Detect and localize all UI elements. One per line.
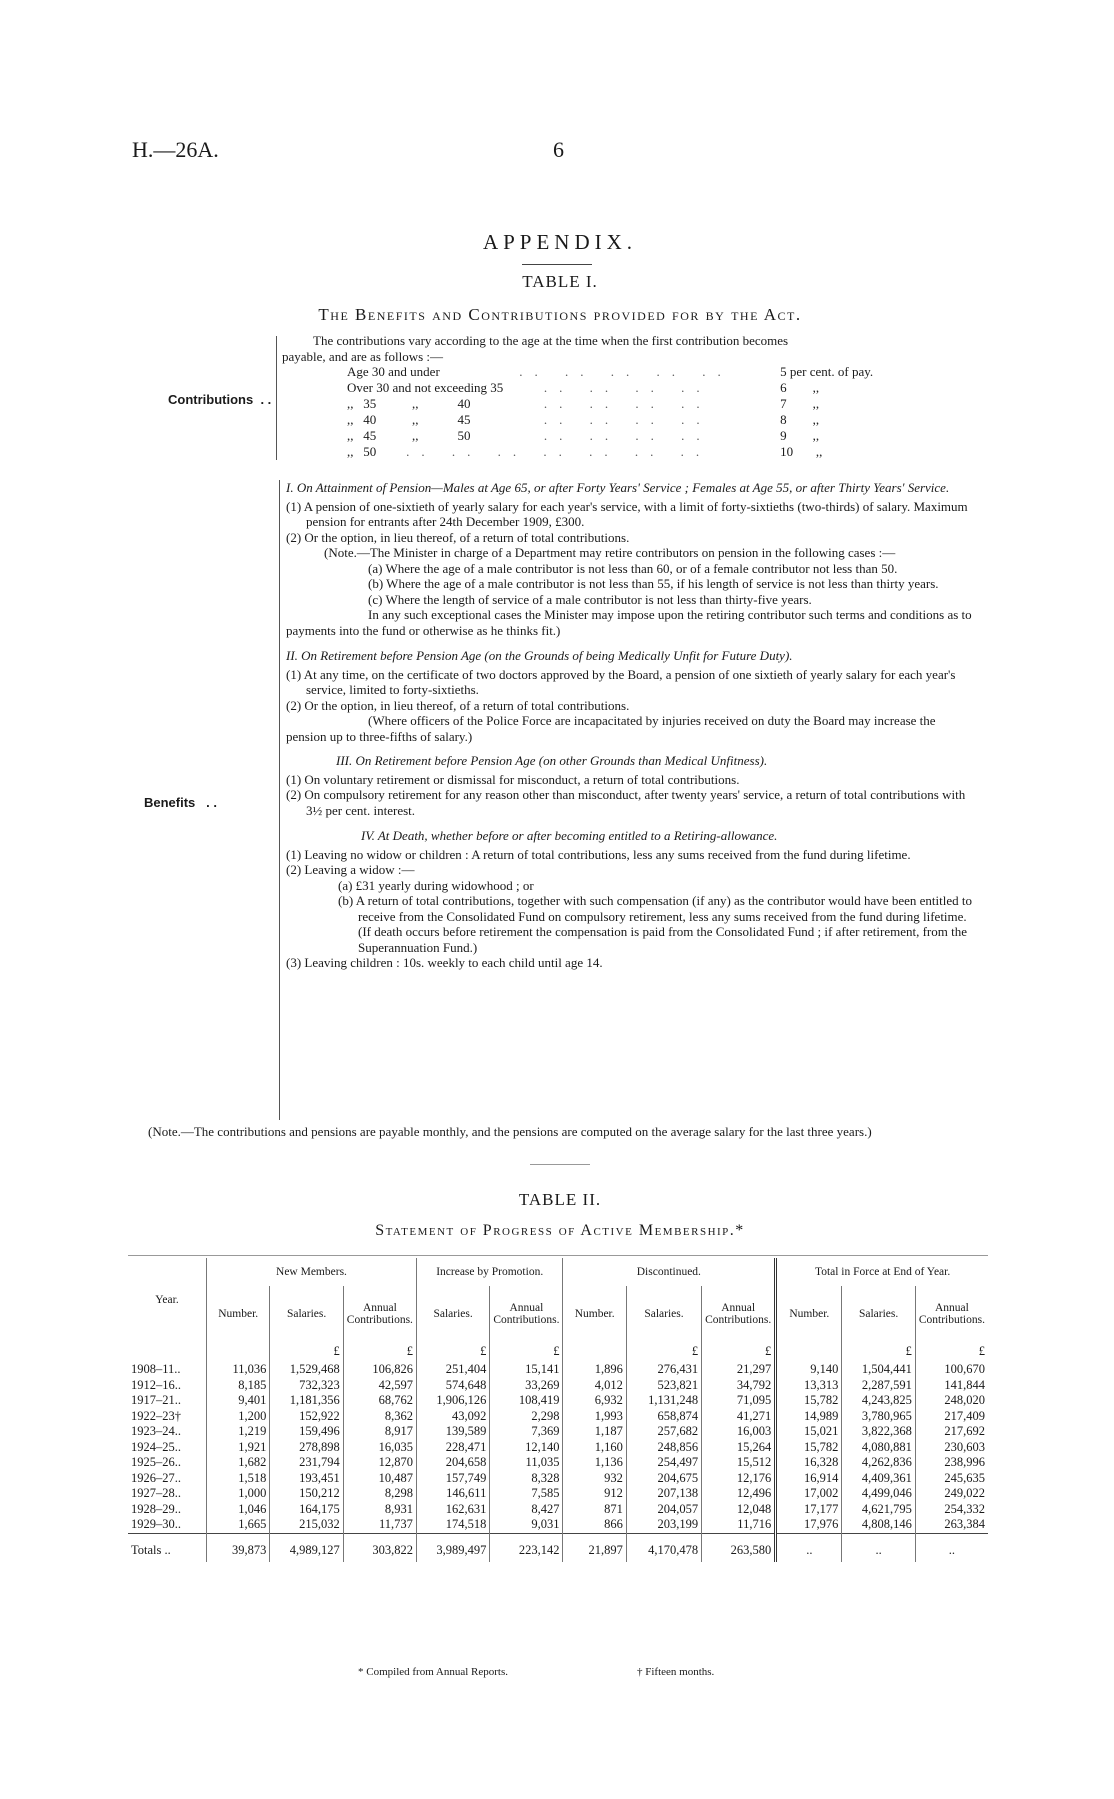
value-cell: 4,080,881 xyxy=(842,1440,915,1456)
value-cell: 254,497 xyxy=(626,1455,701,1471)
contributions-block xyxy=(282,333,977,460)
value-cell: 2,298 xyxy=(490,1409,563,1425)
header-annual-contributions: Annual Contributions. xyxy=(915,1286,988,1342)
value-cell: 11,036 xyxy=(207,1362,270,1378)
value-cell: 1,181,356 xyxy=(270,1393,343,1409)
contributions-rate-table xyxy=(282,364,977,460)
header-number: Number. xyxy=(776,1286,842,1342)
value-cell: 12,870 xyxy=(343,1455,416,1471)
benefits-block xyxy=(286,480,978,971)
value-cell: 3,822,368 xyxy=(842,1424,915,1440)
section-4-para-3: (3) Leaving children : 10s. weekly to each child until age 14. xyxy=(286,955,603,970)
table1-subtitle: The Benefits and Contributions provided for by the Act. xyxy=(318,305,802,324)
value-cell: 215,032 xyxy=(270,1517,343,1533)
header-number: Number. xyxy=(563,1286,626,1342)
table2-title: TABLE II. xyxy=(518,1190,602,1209)
section-1-note: (Note.—The Minister in charge of a Department may retire contributors on pension in the following cases :— xyxy=(324,545,896,560)
rate-row: ,, 35 ,, 40 .. .. .. .. 7 ,, xyxy=(347,396,820,411)
value-cell: 16,914 xyxy=(776,1471,842,1487)
value-cell: 152,922 xyxy=(270,1409,343,1425)
total-cell: 4,170,478 xyxy=(626,1533,701,1562)
value-cell: 15,782 xyxy=(776,1440,842,1456)
value-cell: 41,271 xyxy=(702,1409,776,1425)
header-number: Number. xyxy=(207,1286,270,1342)
value-cell: 16,035 xyxy=(343,1440,416,1456)
value-cell: 15,512 xyxy=(702,1455,776,1471)
group-header-discontinued: Discontinued. xyxy=(563,1258,776,1286)
table1-title: TABLE I. xyxy=(522,272,598,291)
value-cell: 866 xyxy=(563,1517,626,1533)
contributions-intro-2: payable, and are as follows :— xyxy=(282,348,444,364)
value-cell: 9,140 xyxy=(776,1362,842,1378)
value-cell: 13,313 xyxy=(776,1378,842,1394)
value-cell: 42,597 xyxy=(343,1378,416,1394)
header-annual-contributions: Annual Contributions. xyxy=(490,1286,563,1342)
value-cell: 4,621,795 xyxy=(842,1502,915,1518)
value-cell: 17,177 xyxy=(776,1502,842,1518)
rate-row: ,, 50 .. .. .. .. .. .. .. 10 ,, xyxy=(347,444,823,459)
totals-row xyxy=(128,1533,988,1562)
value-cell: 248,856 xyxy=(626,1440,701,1456)
value-cell: 8,328 xyxy=(490,1471,563,1487)
section-4-case-b: (b) A return of total contributions, together with such compensation (if any) as the contributor would have been entitled to receive from the Consolidated Fund on compulsory retirement, less any sums received from the fund during lifetime. (If death occurs before retirement the compensation is paid from the Consolidated Fund ; if after retirement, from the Superannuation Fund.) xyxy=(338,893,972,955)
value-cell: 231,794 xyxy=(270,1455,343,1471)
value-cell: 204,658 xyxy=(416,1455,489,1471)
value-cell: 217,409 xyxy=(915,1409,988,1425)
value-cell: 33,269 xyxy=(490,1378,563,1394)
section-2-para-2: (2) Or the option, in lieu thereof, of a return of total contributions. xyxy=(286,697,630,713)
group-header-total-in-force: Total in Force at End of Year. xyxy=(776,1258,988,1286)
value-cell: 12,048 xyxy=(702,1502,776,1518)
table-row xyxy=(128,1378,988,1394)
rate-row: ,, 45 ,, 50 .. .. .. .. 9 ,, xyxy=(347,428,820,443)
currency-row: £ £ £ £ £ £ £ £ xyxy=(128,1342,988,1362)
table-row xyxy=(128,1393,988,1409)
value-cell: 203,199 xyxy=(626,1517,701,1533)
value-cell: 100,670 xyxy=(915,1362,988,1378)
section-1-case-c: (c) Where the length of service of a male contributor is not less than thirty-five years. xyxy=(368,591,812,607)
value-cell: 9,401 xyxy=(207,1393,270,1409)
contributions-side-label: Contributions . . xyxy=(168,392,272,407)
value-cell: 1,518 xyxy=(207,1471,270,1487)
value-cell: 146,611 xyxy=(416,1486,489,1502)
totals-label: Totals .. xyxy=(131,1542,171,1557)
value-cell: 150,212 xyxy=(270,1486,343,1502)
year-cell: 1922–23† xyxy=(131,1408,181,1423)
value-cell: 106,826 xyxy=(343,1362,416,1378)
total-cell: 223,142 xyxy=(490,1533,563,1562)
value-cell: 4,808,146 xyxy=(842,1517,915,1533)
value-cell: 932 xyxy=(563,1471,626,1487)
year-cell: 1912–16.. xyxy=(131,1377,181,1392)
rate-row: ,, 40 ,, 45 .. .. .. .. 8 ,, xyxy=(347,412,820,427)
value-cell: 8,298 xyxy=(343,1486,416,1502)
footnote-fifteen-months: † Fifteen months. xyxy=(637,1666,715,1678)
total-cell: 3,989,497 xyxy=(416,1533,489,1562)
value-cell: 254,332 xyxy=(915,1502,988,1518)
value-cell: 1,993 xyxy=(563,1409,626,1425)
rate-row: Over 30 and not exceeding 35 .. .. .. .. 6 ,, xyxy=(347,380,820,395)
total-cell: .. xyxy=(776,1533,842,1562)
table-row xyxy=(128,1471,988,1487)
value-cell: 12,176 xyxy=(702,1471,776,1487)
total-cell: .. xyxy=(915,1533,988,1562)
title-divider xyxy=(522,264,592,265)
year-cell: 1925–26.. xyxy=(131,1455,181,1469)
total-cell: 303,822 xyxy=(343,1533,416,1562)
value-cell: 11,035 xyxy=(490,1455,563,1471)
value-cell: 159,496 xyxy=(270,1424,343,1440)
value-cell: 34,792 xyxy=(702,1378,776,1394)
year-cell: 1929–30.. xyxy=(131,1517,181,1531)
section-1-case-b: (b) Where the age of a male contributor is not less than 55, if his length of service is not less than thirty years. xyxy=(368,576,939,591)
value-cell: 732,323 xyxy=(270,1378,343,1394)
value-cell: 4,262,836 xyxy=(842,1455,915,1471)
footnote-compiled: * Compiled from Annual Reports. xyxy=(358,1666,509,1678)
section-3-para-1: (1) On voluntary retirement or dismissal for misconduct, a return of total contributions. xyxy=(286,771,740,787)
value-cell: 162,631 xyxy=(416,1502,489,1518)
year-cell: 1917–21.. xyxy=(131,1393,181,1407)
value-cell: 1,896 xyxy=(563,1362,626,1378)
table-row xyxy=(128,1424,988,1440)
value-cell: 204,675 xyxy=(626,1471,701,1487)
section-3-para-2: (2) On compulsory retirement for any reason other than misconduct, after twenty years' service, a return of total contributions with 3½ per cent. interest. xyxy=(286,787,966,818)
section-1-closing: In any such exceptional cases the Minister may impose upon the retiring contributor such terms and conditions as to payments into the fund or otherwise as he thinks fit.) xyxy=(286,607,972,638)
value-cell: 8,427 xyxy=(490,1502,563,1518)
value-cell: 17,002 xyxy=(776,1486,842,1502)
group-header-new-members: New Members. xyxy=(207,1258,417,1286)
value-cell: 257,682 xyxy=(626,1424,701,1440)
section-1-para-2: (2) Or the option, in lieu thereof, of a return of total contributions. xyxy=(286,529,630,545)
value-cell: 1,136 xyxy=(563,1455,626,1471)
value-cell: 14,989 xyxy=(776,1409,842,1425)
value-cell: 4,409,361 xyxy=(842,1471,915,1487)
value-cell: 1,906,126 xyxy=(416,1393,489,1409)
value-cell: 21,297 xyxy=(702,1362,776,1378)
value-cell: 278,898 xyxy=(270,1440,343,1456)
value-cell: 12,496 xyxy=(702,1486,776,1502)
table-row xyxy=(128,1517,988,1533)
value-cell: 523,821 xyxy=(626,1378,701,1394)
value-cell: 141,844 xyxy=(915,1378,988,1394)
value-cell: 871 xyxy=(563,1502,626,1518)
header-salaries: Salaries. xyxy=(416,1286,489,1342)
value-cell: 1,665 xyxy=(207,1517,270,1533)
value-cell: 11,737 xyxy=(343,1517,416,1533)
value-cell: 16,328 xyxy=(776,1455,842,1471)
total-cell: .. xyxy=(842,1533,915,1562)
section-1-case-a: (a) Where the age of a male contributor is not less than 60, or of a female contributor not less than 50. xyxy=(368,560,898,576)
value-cell: 157,749 xyxy=(416,1471,489,1487)
value-cell: 1,529,468 xyxy=(270,1362,343,1378)
contributions-brace xyxy=(276,336,277,460)
benefits-brace xyxy=(279,480,280,1120)
value-cell: 193,451 xyxy=(270,1471,343,1487)
appendix-title: APPENDIX. xyxy=(482,230,638,254)
value-cell: 8,185 xyxy=(207,1378,270,1394)
benefits-side-label: Benefits . . xyxy=(144,795,217,810)
document-reference: H.—26A. xyxy=(132,137,219,162)
value-cell: 15,782 xyxy=(776,1393,842,1409)
value-cell: 1,200 xyxy=(207,1409,270,1425)
value-cell: 228,471 xyxy=(416,1440,489,1456)
value-cell: 1,187 xyxy=(563,1424,626,1440)
header-annual-contributions: Annual Contributions. xyxy=(702,1286,776,1342)
value-cell: 10,487 xyxy=(343,1471,416,1487)
table-row xyxy=(128,1362,988,1378)
header-year: Year. xyxy=(155,1294,179,1306)
table-row xyxy=(128,1455,988,1471)
value-cell: 238,996 xyxy=(915,1455,988,1471)
value-cell: 174,518 xyxy=(416,1517,489,1533)
value-cell: 139,589 xyxy=(416,1424,489,1440)
value-cell: 12,140 xyxy=(490,1440,563,1456)
table-row xyxy=(128,1409,988,1425)
membership-table-wrap xyxy=(128,1255,988,1562)
value-cell: 574,648 xyxy=(416,1378,489,1394)
section-4-heading: IV. At Death, whether before or after becoming entitled to a Retiring-allowance. xyxy=(361,828,778,843)
section-2-heading: II. On Retirement before Pension Age (on the Grounds of being Medically Unfit for Future Duty). xyxy=(286,648,793,663)
value-cell: 16,003 xyxy=(702,1424,776,1440)
contributions-intro-1: The contributions vary according to the age at the time when the first contribution becomes xyxy=(313,333,789,348)
value-cell: 207,138 xyxy=(626,1486,701,1502)
value-cell: 108,419 xyxy=(490,1393,563,1409)
value-cell: 1,504,441 xyxy=(842,1362,915,1378)
year-cell: 1928–29.. xyxy=(131,1501,181,1516)
table2-subtitle: Statement of Progress of Active Membership.* xyxy=(375,1222,745,1239)
value-cell: 204,057 xyxy=(626,1502,701,1518)
year-cell: 1927–28.. xyxy=(131,1486,181,1500)
section-4-case-a: (a) £31 yearly during widowhood ; or xyxy=(338,877,534,893)
value-cell: 8,931 xyxy=(343,1502,416,1518)
header-salaries: Salaries. xyxy=(626,1286,701,1342)
table1-final-note: (Note.—The contributions and pensions are payable monthly, and the pensions are computed on the average salary for the last three years.) xyxy=(148,1124,872,1139)
value-cell: 15,021 xyxy=(776,1424,842,1440)
value-cell: 71,095 xyxy=(702,1393,776,1409)
header-salaries: Salaries. xyxy=(270,1286,343,1342)
value-cell: 4,499,046 xyxy=(842,1486,915,1502)
section-divider xyxy=(530,1164,590,1165)
value-cell: 1,046 xyxy=(207,1502,270,1518)
value-cell: 4,012 xyxy=(563,1378,626,1394)
value-cell: 249,022 xyxy=(915,1486,988,1502)
value-cell: 2,287,591 xyxy=(842,1378,915,1394)
year-cell: 1908–11.. xyxy=(131,1362,181,1376)
value-cell: 15,141 xyxy=(490,1362,563,1378)
value-cell: 8,362 xyxy=(343,1409,416,1425)
value-cell: 1,921 xyxy=(207,1440,270,1456)
value-cell: 164,175 xyxy=(270,1502,343,1518)
value-cell: 1,000 xyxy=(207,1486,270,1502)
value-cell: 912 xyxy=(563,1486,626,1502)
section-4-para-1: (1) Leaving no widow or children : A return of total contributions, less any sums received from the fund during lifetime. xyxy=(286,846,911,862)
value-cell: 15,264 xyxy=(702,1440,776,1456)
total-cell: 21,897 xyxy=(563,1533,626,1562)
value-cell: 245,635 xyxy=(915,1471,988,1487)
section-1-heading: I. On Attainment of Pension—Males at Age 65, or after Forty Years' Service ; Females at Age 55, or after Thirty Years' Service. xyxy=(286,480,950,495)
section-2-para-1: (1) At any time, on the certificate of two doctors approved by the Board, a pension of one sixtieth of yearly salary for each year's service, limited to forty-sixtieths. xyxy=(286,666,956,697)
value-cell: 251,404 xyxy=(416,1362,489,1378)
header-annual-contributions: Annual Contributions. xyxy=(343,1286,416,1342)
value-cell: 1,160 xyxy=(563,1440,626,1456)
total-cell: 39,873 xyxy=(207,1533,270,1562)
value-cell: 1,219 xyxy=(207,1424,270,1440)
header-salaries: Salaries. xyxy=(842,1286,915,1342)
rate-row: Age 30 and under .. .. .. .. .. 5 per cent. of pay. xyxy=(347,364,874,379)
value-cell: 1,131,248 xyxy=(626,1393,701,1409)
value-cell: 43,092 xyxy=(416,1409,489,1425)
value-cell: 1,682 xyxy=(207,1455,270,1471)
group-header-promotion: Increase by Promotion. xyxy=(416,1258,563,1286)
table-row xyxy=(128,1502,988,1518)
value-cell: 7,585 xyxy=(490,1486,563,1502)
value-cell: 11,716 xyxy=(702,1517,776,1533)
table-row xyxy=(128,1486,988,1502)
value-cell: 658,874 xyxy=(626,1409,701,1425)
section-1-para-1: (1) A pension of one-sixtieth of yearly salary for each year's service, with a limit of forty-sixtieths (two-thirds) of salary. Maximum pension for entrants after 24th December 1909, £300. xyxy=(286,498,968,529)
total-cell: 4,989,127 xyxy=(270,1533,343,1562)
section-3-heading: III. On Retirement before Pension Age (on other Grounds than Medical Unfitness). xyxy=(336,753,768,768)
total-cell: 263,580 xyxy=(702,1533,776,1562)
year-cell: 1923–24.. xyxy=(131,1424,181,1438)
value-cell: 7,369 xyxy=(490,1424,563,1440)
section-2-note: (Where officers of the Police Force are incapacitated by injuries received on duty the Board may increase the pension up to three-fifths of salary.) xyxy=(286,713,936,744)
value-cell: 263,384 xyxy=(915,1517,988,1533)
value-cell: 17,976 xyxy=(776,1517,842,1533)
page-number: 6 xyxy=(553,137,564,162)
section-4-para-2: (2) Leaving a widow :— xyxy=(286,862,415,877)
value-cell: 230,603 xyxy=(915,1440,988,1456)
value-cell: 4,243,825 xyxy=(842,1393,915,1409)
membership-table xyxy=(128,1258,988,1562)
value-cell: 8,917 xyxy=(343,1424,416,1440)
value-cell: 6,932 xyxy=(563,1393,626,1409)
value-cell: 9,031 xyxy=(490,1517,563,1533)
value-cell: 276,431 xyxy=(626,1362,701,1378)
year-cell: 1926–27.. xyxy=(131,1470,181,1485)
value-cell: 68,762 xyxy=(343,1393,416,1409)
value-cell: 3,780,965 xyxy=(842,1409,915,1425)
value-cell: 217,692 xyxy=(915,1424,988,1440)
table-row xyxy=(128,1440,988,1456)
value-cell: 248,020 xyxy=(915,1393,988,1409)
year-cell: 1924–25.. xyxy=(131,1439,181,1454)
